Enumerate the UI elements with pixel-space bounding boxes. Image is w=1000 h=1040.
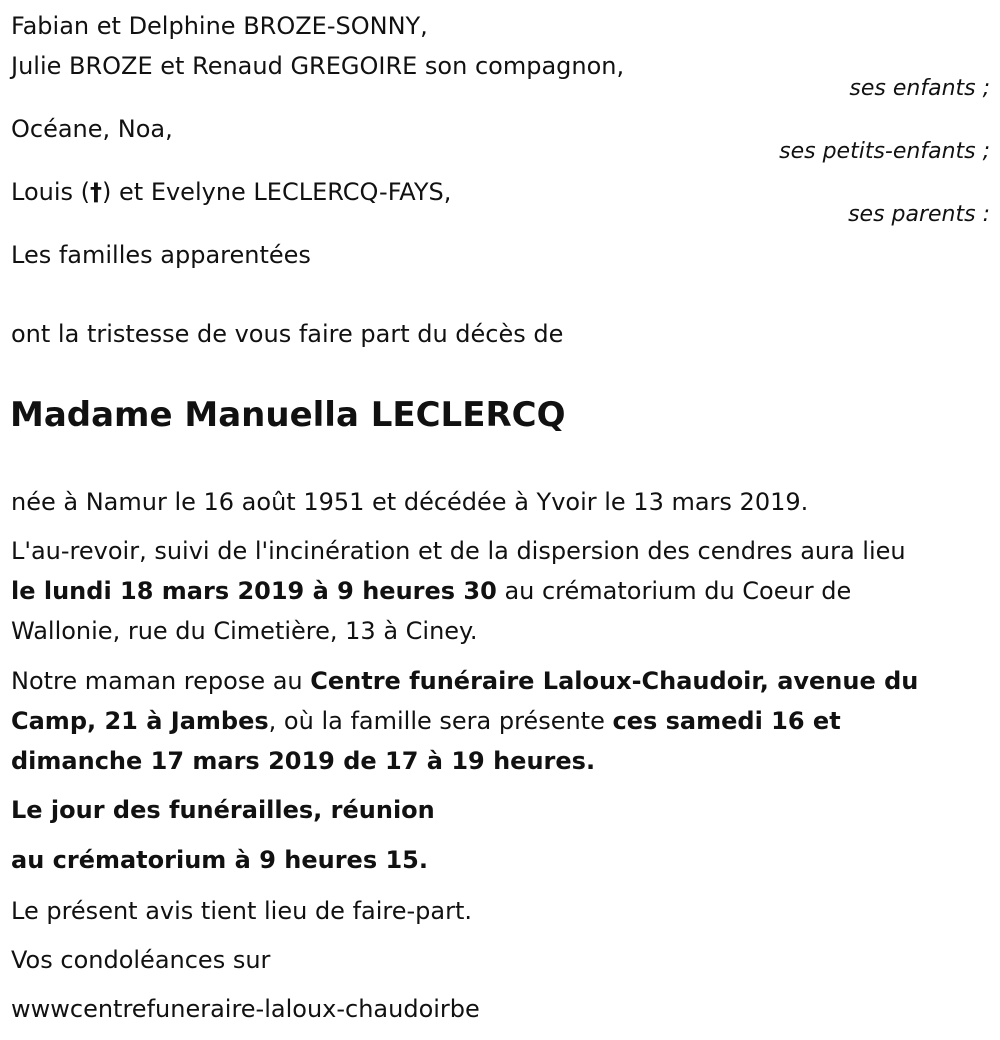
family-line-grandchildren: Océane, Noa,	[11, 115, 173, 143]
funeral-center-name: Centre funéraire Laloux-Chaudoir, avenue du	[310, 667, 919, 695]
family-line-children-2: Julie BROZE et Renaud GREGOIRE son compagnon,	[11, 52, 625, 80]
rest-place-line-1	[11, 666, 918, 696]
rest-place-line-2	[11, 706, 841, 736]
notice-text: Le présent avis tient lieu de faire-part.	[11, 897, 473, 925]
deceased-name: Madame Manuella LECLERCQ	[10, 395, 566, 435]
role-children: ses enfants ;	[849, 76, 990, 101]
ceremony-place-start: au crématorium du Coeur de	[496, 577, 852, 605]
funeral-center-address: Camp, 21 à Jambes	[11, 707, 269, 735]
meeting-line-2: au crématorium à 9 heures 15.	[11, 846, 428, 874]
condolences-line: Vos condoléances sur	[11, 946, 271, 974]
meeting-line-1: Le jour des funérailles, réunion	[11, 796, 435, 824]
role-grandchildren: ses petits-enfants ;	[779, 139, 990, 164]
family-line-parents	[11, 177, 451, 207]
family-presence-text: , où la famille sera présente	[268, 707, 613, 735]
birth-death-text: née à Namur le 16 août 1951 et décédée à Yvoir le 13 mars 2019.	[11, 488, 809, 516]
cross-icon: †	[90, 178, 103, 206]
parents-text-start: Louis (	[11, 178, 91, 206]
ceremony-line-2	[11, 576, 851, 606]
family-line-children-1: Fabian et Delphine BROZE-SONNY,	[11, 12, 428, 40]
condolences-website[interactable]: wwwcentrefuneraire-laloux-chaudoirbe	[11, 995, 480, 1023]
ceremony-line-1: L'au-revoir, suivi de l'incinération et de la dispersion des cendres aura lieu	[11, 537, 906, 565]
role-parents: ses parents :	[848, 202, 990, 227]
family-line-relatives: Les familles apparentées	[11, 241, 311, 269]
ceremony-line-3: Wallonie, rue du Cimetière, 13 à Ciney.	[11, 617, 478, 645]
rest-place-intro: Notre maman repose au	[11, 667, 311, 695]
visiting-days-start: ces samedi 16 et	[612, 707, 841, 735]
announcement-text: ont la tristesse de vous faire part du décès de	[11, 320, 564, 348]
visiting-days-end: dimanche 17 mars 2019 de 17 à 19 heures.	[11, 747, 596, 775]
ceremony-datetime: le lundi 18 mars 2019 à 9 heures 30	[11, 577, 497, 605]
parents-text-end: ) et Evelyne LECLERCQ-FAYS,	[102, 178, 452, 206]
